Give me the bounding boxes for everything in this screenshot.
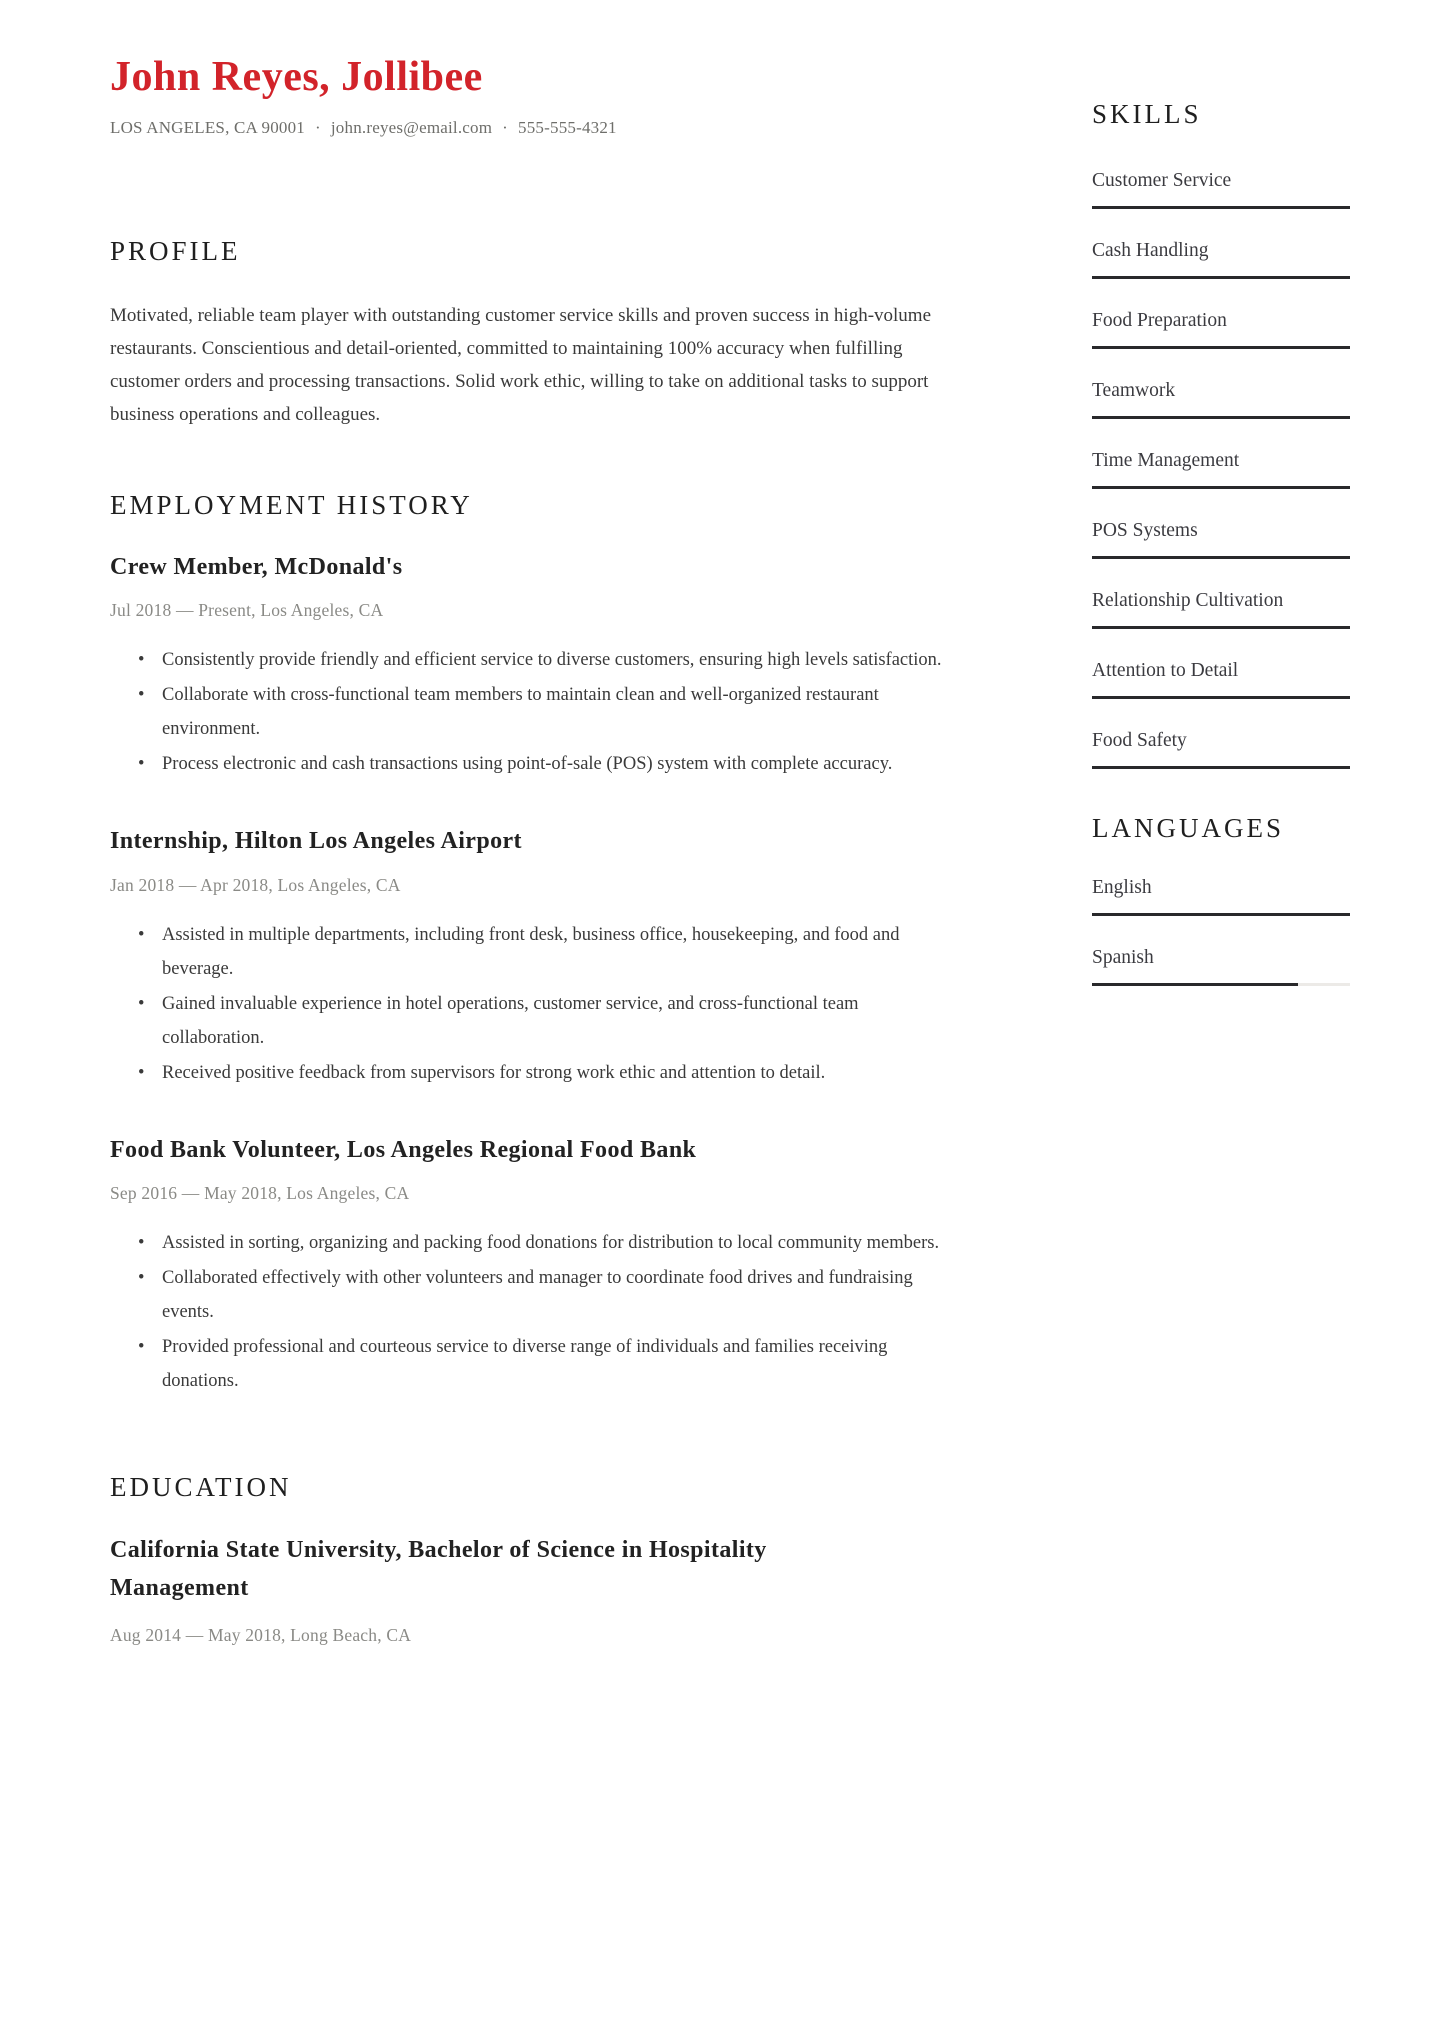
employment-history-heading: EMPLOYMENT HISTORY bbox=[110, 489, 473, 520]
education-entry bbox=[110, 1531, 965, 1646]
bullet-item: • Collaborate with cross-functional team members to maintain clean and well-organized restaurant environment. bbox=[110, 678, 965, 747]
skill-level-track bbox=[1092, 276, 1350, 279]
skill-label: Time Management bbox=[1092, 450, 1240, 472]
language-label: English bbox=[1092, 876, 1152, 898]
bullet-item: • Assisted in sorting, organizing and packing food donations for distribution to local community members. bbox=[110, 1226, 965, 1261]
skill-label: Cash Handling bbox=[1092, 240, 1209, 262]
job-dates: Jan 2018 — Apr 2018, Los Angeles, CA bbox=[110, 874, 401, 895]
bullet-item: • Assisted in multiple departments, including front desk, business office, housekeeping, and food and beverage. bbox=[110, 918, 965, 987]
languages-heading: LANGUAGES bbox=[1092, 813, 1284, 844]
name-title: John Reyes, Jollibee bbox=[110, 54, 483, 100]
skill-level-track bbox=[1092, 556, 1350, 559]
contact-line bbox=[110, 118, 965, 138]
jobs-list bbox=[110, 552, 965, 1399]
skill-level-bar bbox=[1092, 626, 1350, 629]
skill-item bbox=[1092, 169, 1350, 209]
language-level-track bbox=[1092, 983, 1350, 986]
skill-item bbox=[1092, 449, 1350, 489]
skill-level-track bbox=[1092, 346, 1350, 349]
skill-item bbox=[1092, 379, 1350, 419]
job-entry bbox=[110, 1135, 965, 1399]
skill-item bbox=[1092, 729, 1350, 769]
job-dates: Jul 2018 — Present, Los Angeles, CA bbox=[110, 600, 384, 621]
language-level-bar bbox=[1092, 983, 1298, 986]
education-list bbox=[110, 1531, 965, 1646]
skills-heading: SKILLS bbox=[1092, 99, 1202, 129]
skill-level-track bbox=[1092, 206, 1350, 209]
skill-label: Relationship Cultivation bbox=[1092, 590, 1284, 612]
skill-item bbox=[1092, 519, 1350, 559]
contact-separator: · bbox=[315, 118, 321, 138]
job-bullets bbox=[110, 1226, 965, 1399]
skill-level-bar bbox=[1092, 766, 1350, 769]
skills-list bbox=[1092, 169, 1350, 769]
email-text: john.reyes@email.com bbox=[330, 118, 493, 138]
skill-item bbox=[1092, 239, 1350, 279]
profile-heading: PROFILE bbox=[110, 236, 241, 267]
job-title: Food Bank Volunteer, Los Angeles Regional Food Bank bbox=[110, 1137, 697, 1164]
skill-label: Food Preparation bbox=[1092, 310, 1227, 332]
job-entry bbox=[110, 552, 965, 781]
education-title: California State University, Bachelor of Science in Hospitality Management bbox=[110, 1537, 767, 1602]
skill-level-bar bbox=[1092, 206, 1350, 209]
skill-level-track bbox=[1092, 416, 1350, 419]
skill-item bbox=[1092, 659, 1350, 699]
skill-label: Food Safety bbox=[1092, 730, 1187, 752]
job-title: Internship, Hilton Los Angeles Airport bbox=[110, 828, 522, 855]
main-column bbox=[110, 0, 965, 2036]
skill-item bbox=[1092, 309, 1350, 349]
skill-label: Attention to Detail bbox=[1092, 660, 1239, 682]
bullet-item: • Consistently provide friendly and efficient service to diverse customers, ensuring high levels satisfaction. bbox=[110, 643, 965, 678]
skill-level-bar bbox=[1092, 416, 1350, 419]
education-heading: EDUCATION bbox=[110, 1471, 292, 1502]
skill-level-bar bbox=[1092, 276, 1350, 279]
job-title: Crew Member, McDonald's bbox=[110, 554, 403, 581]
education-dates: Aug 2014 — May 2018, Long Beach, CA bbox=[110, 1625, 412, 1646]
sidebar-column bbox=[1092, 0, 1350, 2036]
job-bullets bbox=[110, 643, 965, 781]
skill-level-track bbox=[1092, 626, 1350, 629]
job-entry bbox=[110, 826, 965, 1090]
bullet-item: • Collaborated effectively with other volunteers and manager to coordinate food drives and fundraising events. bbox=[110, 1261, 965, 1330]
skill-level-bar bbox=[1092, 696, 1350, 699]
skill-level-bar bbox=[1092, 346, 1350, 349]
skill-level-track bbox=[1092, 766, 1350, 769]
phone-text: 555-555-4321 bbox=[518, 118, 617, 138]
contact-separator: · bbox=[502, 118, 509, 138]
language-level-bar bbox=[1092, 913, 1350, 916]
bullet-item: • Gained invaluable experience in hotel operations, customer service, and cross-functional team collaboration. bbox=[110, 987, 965, 1056]
skill-label: Customer Service bbox=[1092, 170, 1232, 192]
language-item bbox=[1092, 876, 1350, 916]
job-dates: Sep 2016 — May 2018, Los Angeles, CA bbox=[110, 1183, 410, 1204]
job-bullets bbox=[110, 918, 965, 1091]
skill-level-track bbox=[1092, 696, 1350, 699]
profile-text: Motivated, reliable team player with outstanding customer service skills and proven success in high-volume restaurants. Conscientious and detail-oriented, committed to maintaining 100% accuracy when fulfilling customer orders and processing transactions. Solid work ethic, willing to take on additional tasks to support business operations and colleagues. bbox=[110, 304, 932, 425]
skill-level-track bbox=[1092, 486, 1350, 489]
bullet-item: • Received positive feedback from supervisors for strong work ethic and attention to detail. bbox=[110, 1056, 965, 1091]
language-level-track bbox=[1092, 913, 1350, 916]
location-text: LOS ANGELES, CA 90001 bbox=[110, 118, 305, 138]
skill-level-bar bbox=[1092, 486, 1350, 489]
bullet-item: • Provided professional and courteous service to diverse range of individuals and families receiving donations. bbox=[110, 1330, 965, 1399]
language-label: Spanish bbox=[1092, 946, 1154, 968]
bullet-item: • Process electronic and cash transactions using point-of-sale (POS) system with complete accuracy. bbox=[110, 747, 965, 782]
skill-level-bar bbox=[1092, 556, 1350, 559]
skill-label: POS Systems bbox=[1092, 520, 1198, 542]
language-item bbox=[1092, 946, 1350, 986]
skill-label: Teamwork bbox=[1092, 380, 1176, 402]
skill-item bbox=[1092, 589, 1350, 629]
languages-list bbox=[1092, 876, 1350, 986]
